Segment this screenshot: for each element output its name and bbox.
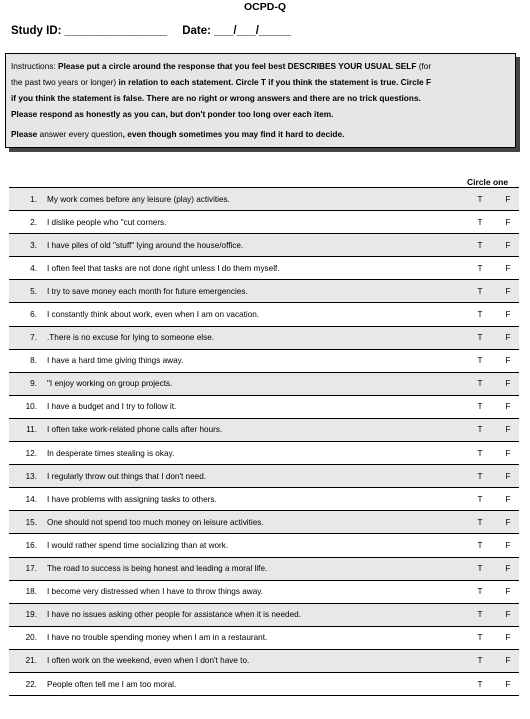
false-option[interactable]: F [505,379,511,389]
question-number: 17. [25,564,37,574]
question-text: I have problems with assigning tasks to others. [47,494,217,504]
false-option[interactable]: F [505,240,511,250]
true-option[interactable]: T [477,633,483,643]
question-text: In desperate times stealing is okay. [47,448,175,458]
false-option[interactable]: F [505,633,511,643]
question-text: I have no trouble spending money when I am in a restaurant. [47,633,268,643]
instructions-line-5: Please answer every question, even though sometimes you may find it hard to decide. [11,129,345,139]
question-row [9,465,519,488]
true-option[interactable]: T [477,610,483,620]
true-option[interactable]: T [477,310,483,320]
question-number: 9. [30,379,37,389]
true-option[interactable]: T [477,333,483,343]
true-option[interactable]: T [477,494,483,504]
question-row [9,419,519,442]
question-text: My work comes before any leisure (play) activities. [47,194,230,204]
question-row [9,511,519,534]
question-number: 18. [25,587,37,597]
question-row [9,488,519,511]
false-option[interactable]: F [505,217,511,227]
question-number: 4. [30,263,37,273]
instructions-line-1: Instructions: Please put a circle around the response that you feel best DESCRIBES YOUR USUAL SELF (for [11,61,432,71]
question-number: 22. [25,679,37,689]
false-option[interactable]: F [505,194,511,204]
true-option[interactable]: T [477,379,483,389]
false-option[interactable]: F [505,356,511,366]
question-number: 6. [30,310,37,320]
question-number: 7. [30,333,37,343]
question-number: 15. [25,517,37,527]
false-option[interactable]: F [505,517,511,527]
question-row [9,303,519,326]
question-row [9,280,519,303]
true-option[interactable]: T [477,425,483,435]
false-option[interactable]: F [505,564,511,574]
false-option[interactable]: F [505,587,511,597]
form-header [11,25,291,37]
question-number: 16. [25,540,37,550]
true-option[interactable]: T [477,194,483,204]
true-option[interactable]: T [477,656,483,666]
question-number: 2. [30,217,37,227]
question-number: 21. [25,656,37,666]
question-text: One should not spend too much money on leisure activities. [47,517,264,527]
questions-table [9,187,519,696]
question-number: 13. [25,471,37,481]
question-number: 12. [25,448,37,458]
date-field[interactable]: Date: ___/___/_____ [182,25,291,37]
question-text: I often work on the weekend, even when I don't have to. [47,656,250,666]
question-row [9,581,519,604]
false-option[interactable]: F [505,540,511,550]
question-text: I constantly think about work, even when I am on vacation. [47,310,260,320]
false-option[interactable]: F [505,425,511,435]
false-option[interactable]: F [505,656,511,666]
question-number: 8. [30,356,37,366]
study-id-field[interactable]: Study ID: ________________ [11,25,167,37]
false-option[interactable]: F [505,402,511,412]
question-text: I have piles of old "stuff" lying around the house/office. [47,240,244,250]
true-option[interactable]: T [477,564,483,574]
question-row [9,327,519,350]
true-option[interactable]: T [477,587,483,597]
false-option[interactable]: F [505,263,511,273]
question-text: I often feel that tasks are not done right unless I do them myself. [47,263,280,273]
true-option[interactable]: T [477,240,483,250]
question-text: I dislike people who "cut corners. [47,217,167,227]
question-number: 14. [25,494,37,504]
question-row [9,650,519,673]
form-title: OCPD-Q [244,1,286,13]
question-row [9,211,519,234]
question-row [9,627,519,650]
true-option[interactable]: T [477,517,483,527]
question-row [9,558,519,581]
question-row [9,534,519,557]
true-option[interactable]: T [477,471,483,481]
question-number: 11. [26,425,37,435]
question-row [9,673,519,696]
instructions-line-4: Please respond as honestly as you can, but don't ponder too long over each item. [11,109,334,119]
false-option[interactable]: F [505,679,511,689]
question-number: 3. [30,240,37,250]
column-header-circle-one: Circle one [467,177,509,187]
question-text: The road to success is being honest and leading a moral life. [47,564,268,574]
instructions-box [5,53,516,148]
true-option[interactable]: T [477,402,483,412]
question-row [9,442,519,465]
question-row [9,257,519,280]
false-option[interactable]: F [505,471,511,481]
question-row [9,350,519,373]
question-number: 1. [30,194,37,204]
false-option[interactable]: F [505,310,511,320]
question-text: I would rather spend time socializing than at work. [47,540,229,550]
false-option[interactable]: F [505,448,511,458]
question-text: I regularly throw out things that I don't need. [47,471,207,481]
question-text: People often tell me I am too moral. [47,679,177,689]
question-text: I try to save money each month for future emergencies. [47,286,248,296]
question-text: I have a hard time giving things away. [47,356,184,366]
false-option[interactable]: F [505,610,511,620]
true-option[interactable]: T [477,679,483,689]
question-number: 19. [25,610,37,620]
question-row [9,604,519,627]
question-text: I often take work-related phone calls after hours. [47,425,223,435]
true-option[interactable]: T [477,286,483,296]
false-option[interactable]: F [505,333,511,343]
true-option[interactable]: T [477,448,483,458]
true-option[interactable]: T [477,263,483,273]
false-option[interactable]: F [505,494,511,504]
question-text: "I enjoy working on group projects. [47,379,173,389]
question-text: I have no issues asking other people for assistance when it is needed. [47,610,301,620]
true-option[interactable]: T [477,356,483,366]
true-option[interactable]: T [477,540,483,550]
question-text: .There is no excuse for lying to someone else. [47,333,215,343]
true-option[interactable]: T [477,217,483,227]
question-row [9,234,519,257]
question-row [9,373,519,396]
question-text: I have a budget and I try to follow it. [47,402,177,412]
question-number: 5. [30,286,37,296]
question-number: 20. [25,633,37,643]
instructions-line-2: the past two years or longer) in relation to each statement. Circle T if you think the statement is true. Circle F [11,77,432,87]
instructions-line-3: if you think the statement is false. There are no right or wrong answers and there are no trick questions. [11,93,421,103]
question-text: I become very distressed when I have to throw things away. [47,587,264,597]
question-number: 10. [25,402,37,412]
question-row [9,188,519,211]
question-row [9,396,519,419]
false-option[interactable]: F [505,286,511,296]
